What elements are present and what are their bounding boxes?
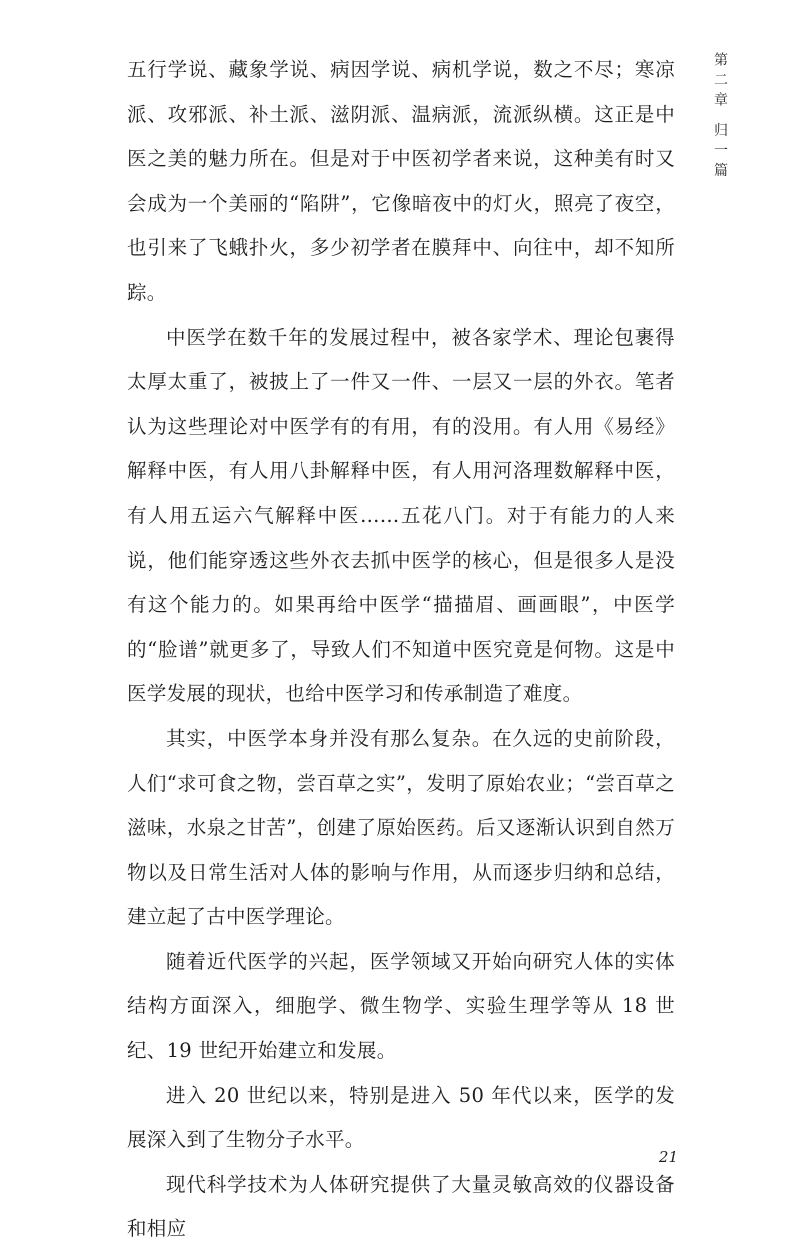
paragraph: 进入 20 世纪以来，特别是进入 50 年代以来，医学的发展深入到了生物分子水平。	[127, 1083, 675, 1152]
paragraph: 其实，中医学本身并没有那么复杂。在久远的史前阶段，人们“求可食之物，尝百草之实”，发明了原始农业；“尝百草之滋味，水泉之甘苦”，创建了原始医药。后又逐渐认识到自然万物以及日常生活对人体的影响与作用，从而逐步归纳和总结，建立起了古中医学理论。	[127, 726, 675, 929]
page-number: 21	[658, 1148, 678, 1166]
paragraph: 现代科学技术为人体研究提供了大量灵敏高效的仪器设备和相应	[127, 1172, 675, 1241]
paragraph-continued: 五行学说、藏象学说、病因学说、病机学说，数之不尽；寒凉派、攻邪派、补土派、滋阴派、温病派，流派纵横。这正是中医之美的魅力所在。但是对于中医初学者来说，这种美有时又会成为一个美丽的“陷阱”，它像暗夜中的灯火，照亮了夜空，也引来了飞蛾扑火，多少初学者在膜拜中、向往中，却不知所踪。	[127, 58, 675, 304]
paragraph: 随着近代医学的兴起，医学领域又开始向研究人体的实体结构方面深入，细胞学、微生物学、实验生理学等从 18 世纪、19 世纪开始建立和发展。	[127, 949, 675, 1063]
body-text	[127, 48, 675, 1252]
running-head: 第二章 归一篇	[712, 52, 728, 183]
paragraph: 中医学在数千年的发展过程中，被各家学术、理论包裹得太厚太重了，被披上了一件又一件、一层又一层的外衣。笔者认为这些理论对中医学有的有用，有的没用。有人用《易经》解释中医，有人用八卦解释中医，有人用河洛理数解释中医，有人用五运六气解释中医……五花八门。对于有能力的人来说，他们能穿透这些外衣去抓中医学的核心，但是很多人是没有这个能力的。如果再给中医学“描描眉、画画眼”，中医学的“脸谱”就更多了，导致人们不知道中医究竟是何物。这是中医学发展的现状，也给中医学习和传承制造了难度。	[127, 325, 675, 706]
